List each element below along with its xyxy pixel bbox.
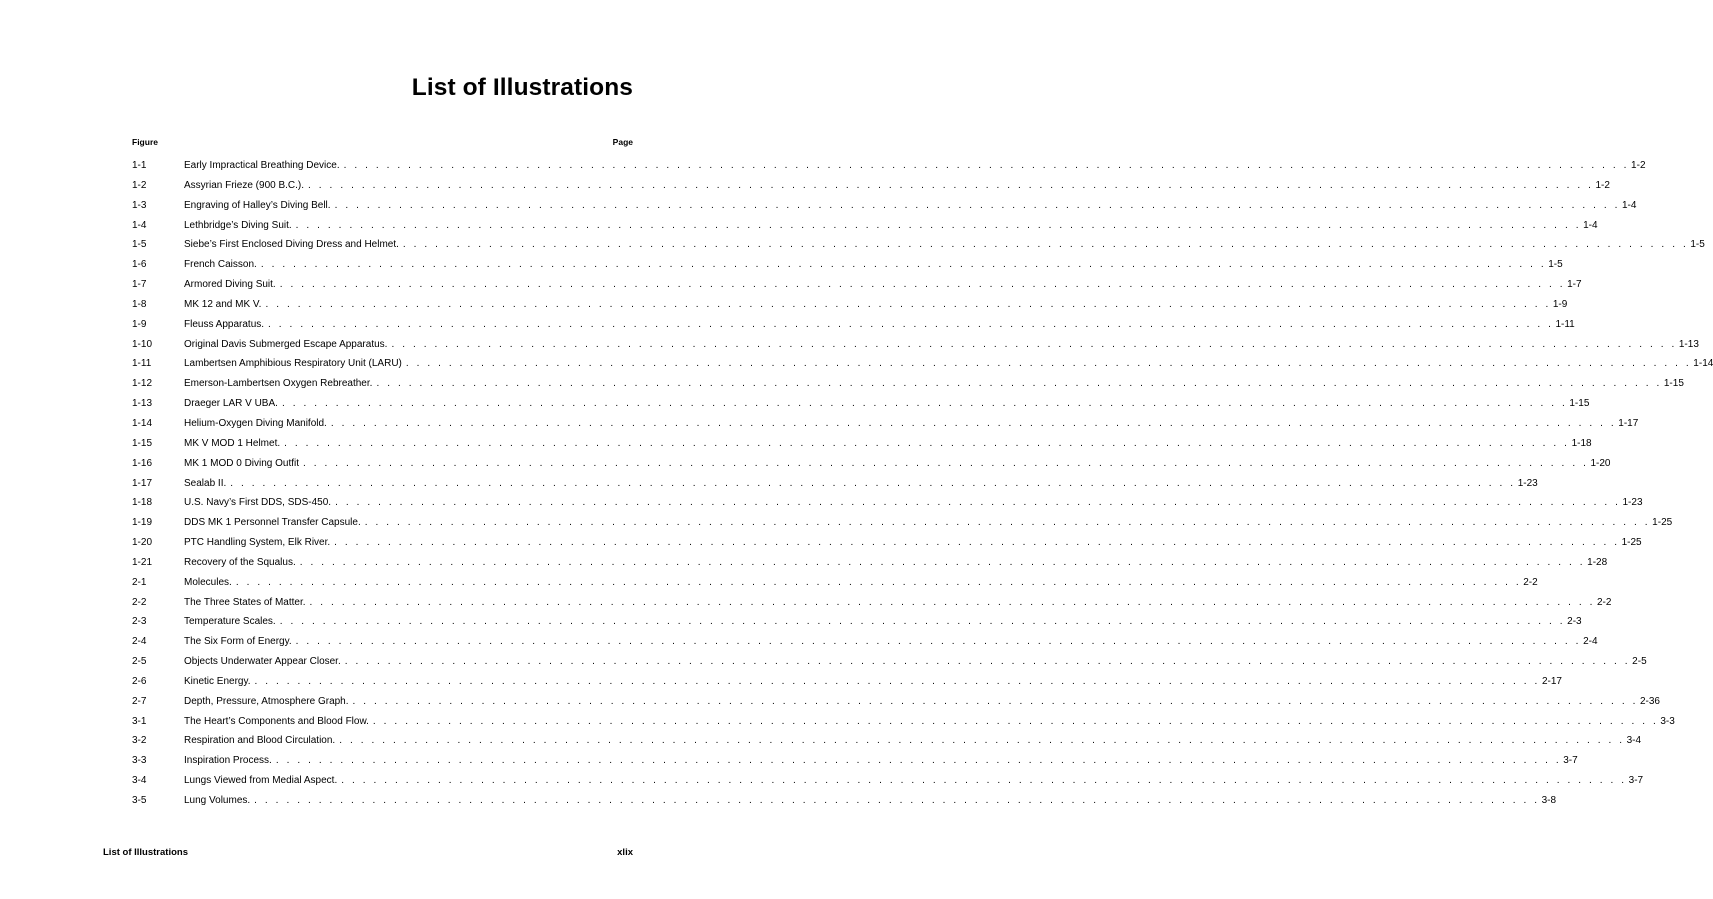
figure-number: 1-21 [132,556,153,568]
illustrations-list [132,156,1713,811]
figure-number: 1-11 [132,358,152,370]
dot-leader: . . . . . . . . . . . . . . . . . . . . . . . . . . . . . . . . . . . . . . . . . . . . . . . . . . . . . . . . . . . . . . . . . . . . . . . . . . . . . . . . . . . . . . . . . . . . . . . . . . . . . . . . . . . . . . . . . . . . . . . . [402,239,1689,251]
page-reference[interactable]: 1-18 [1571,437,1592,449]
list-item[interactable] [132,553,1608,573]
figure-number: 2-3 [132,616,147,628]
page-reference[interactable]: 3-8 [1541,795,1557,806]
figure-number: 1-14 [132,417,153,429]
figure-title[interactable]: Emerson-Lambertsen Oxygen Rebreather. [184,378,373,390]
page-reference[interactable]: 2-36 [1639,695,1660,707]
dot-leader: . . . . . . . . . . . . . . . . . . . . . . . . . . . . . . . . . . . . . . . . . . . . . . . . . . . . . . . . . . . . . . . . . . . . . . . . . . . . . . . . . . . . . . . . . . . . . . . . . . . . . . . . . . . . . . . . . . . . . . . . [309,596,1595,608]
dot-leader: . . . . . . . . . . . . . . . . . . . . . . . . . . . . . . . . . . . . . . . . . . . . . . . . . . . . . . . . . . . . . . . . . . . . . . . . . . . . . . . . . . . . . . . . . . . . . . . . . . . . . . . . . . . . . . . . . . . . . . . . [303,457,1589,469]
page-reference[interactable]: 1-28 [1587,556,1608,568]
dot-leader: . . . . . . . . . . . . . . . . . . . . . . . . . . . . . . . . . . . . . . . . . . . . . . . . . . . . . . . . . . . . . . . . . . . . . . . . . . . . . . . . . . . . . . . . . . . . . . . . . . . . . . . . . . . . . . . . . . . . . . . . [344,656,1631,668]
figure-title[interactable]: Lethbridge’s Diving Suit. [184,219,292,231]
figure-title[interactable]: Fleuss Apparatus. [184,318,265,330]
figure-title[interactable]: The Six Form of Energy. [184,636,292,648]
figure-number: 1-10 [132,338,153,350]
footer-page-number: xlix [617,847,633,858]
page-reference[interactable]: 1-23 [1622,497,1643,509]
figure-title[interactable]: DDS MK 1 Personnel Transfer Capsule. [184,517,361,529]
figure-title[interactable]: Depth, Pressure, Atmosphere Graph. [184,695,349,707]
column-header-page: Page [612,137,633,147]
dot-leader: . . . . . . . . . . . . . . . . . . . . . . . . . . . . . . . . . . . . . . . . . . . . . . . . . . . . . . . . . . . . . . . . . . . . . . . . . . . . . . . . . . . . . . . . . . . . . . . . . . . . . . . . . . . . . . . . . . . . . . . . [235,576,1522,588]
list-item[interactable] [132,474,1538,494]
list-item[interactable] [132,672,1562,692]
figure-title[interactable]: Siebe’s First Enclosed Diving Dress and Helmet. [184,239,399,251]
dot-leader: . . . . . . . . . . . . . . . . . . . . . . . . . . . . . . . . . . . . . . . . . . . . . . . . . . . . . . . . . . . . . . . . . . . . . . . . . . . . . . . . . . . . . . . . . . . . . . . . . . . . . . . . . . . . . . . . . . . . . . . . [334,537,1620,549]
figure-number: 1-12 [132,378,153,390]
figure-number: 2-7 [132,695,147,707]
list-item[interactable] [132,593,1612,613]
page-reference[interactable]: 3-7 [1628,775,1644,787]
figure-title[interactable]: The Heart’s Components and Blood Flow. [184,715,369,727]
page-reference[interactable]: 1-25 [1621,537,1642,549]
figure-title[interactable]: Original Davis Submerged Escape Apparatus. [184,338,388,350]
dot-leader: . . . . . . . . . . . . . . . . . . . . . . . . . . . . . . . . . . . . . . . . . . . . . . . . . . . . . . . . . . . . . . . . . . . . . . . . . . . . . . . . . . . . . . . . . . . . . . . . . . . . . . . . . . . . . . . . . . . . . . . . [254,795,1540,806]
figure-number: 3-5 [132,795,147,806]
list-item[interactable] [132,513,1673,533]
list-item[interactable] [132,573,1538,593]
list-item[interactable] [132,196,1637,216]
list-item[interactable] [132,275,1582,295]
figure-title[interactable]: Early Impractical Breathing Device. [184,160,340,171]
dot-leader: . . . . . . . . . . . . . . . . . . . . . . . . . . . . . . . . . . . . . . . . . . . . . . . . . . . . . . . . . . . . . . . . . . . . . . . . . . . . . . . . . . . . . . . . . . . . . . . . . . . . . . . . . . . . . . . . . . . . . . . . [391,338,1677,350]
page-reference[interactable]: 2-2 [1596,596,1612,608]
page-reference[interactable]: 1-4 [1583,219,1598,231]
page-reference[interactable]: 2-5 [1632,656,1647,668]
page-reference[interactable]: 1-14 [1693,358,1713,370]
figure-title[interactable]: French Caisson. [184,259,257,271]
figure-title[interactable]: Sealab II. [184,477,227,489]
page-reference[interactable]: 1-15 [1663,378,1684,390]
figure-number: 1-18 [132,497,153,509]
figure-number: 1-7 [132,279,147,291]
figure-title[interactable]: Molecules. [184,576,232,588]
dot-leader: . . . . . . . . . . . . . . . . . . . . . . . . . . . . . . . . . . . . . . . . . . . . . . . . . . . . . . . . . . . . . . . . . . . . . . . . . . . . . . . . . . . . . . . . . . . . . . . . . . . . . . . . . . . . . . . . . . . . . . . . [352,695,1638,707]
page-reference[interactable]: 3-4 [1626,735,1642,747]
figure-number: 3-2 [132,735,147,747]
figure-number: 3-1 [132,715,147,727]
dot-leader: . . . . . . . . . . . . . . . . . . . . . . . . . . . . . . . . . . . . . . . . . . . . . . . . . . . . . . . . . . . . . . . . . . . . . . . . . . . . . . . . . . . . . . . . . . . . . . . . . . . . . . . . . . . . . . . . . . . . . . . . [279,279,1566,291]
page-reference[interactable]: 1-4 [1621,199,1637,211]
page-reference[interactable]: 2-4 [1583,636,1598,648]
figure-title[interactable]: Assyrian Frieze (900 B.C.). [184,179,305,191]
list-item[interactable] [132,652,1647,672]
figure-title[interactable]: U.S. Navy’s First DDS, SDS-450. [184,497,332,509]
dot-leader: . . . . . . . . . . . . . . . . . . . . . . . . . . . . . . . . . . . . . . . . . . . . . . . . . . . . . . . . . . . . . . . . . . . . . . . . . . . . . . . . . . . . . . . . . . . . . . . . . . . . . . . . . . . . . . . . . . . . . . . . [265,298,1551,310]
page-reference[interactable]: 1-15 [1569,398,1590,410]
list-item[interactable] [132,394,1590,414]
list-item[interactable] [132,295,1568,315]
dot-leader: . . . . . . . . . . . . . . . . . . . . . . . . . . . . . . . . . . . . . . . . . . . . . . . . . . . . . . . . . . . . . . . . . . . . . . . . . . . . . . . . . . . . . . . . . . . . . . . . . . . . . . . . . . . . . . . . . . . . . . . . [275,755,1562,767]
dot-leader: . . . . . . . . . . . . . . . . . . . . . . . . . . . . . . . . . . . . . . . . . . . . . . . . . . . . . . . . . . . . . . . . . . . . . . . . . . . . . . . . . . . . . . . . . . . . . . . . . . . . . . . . . . . . . . . . . . . . . . . . [254,675,1540,687]
page-reference[interactable]: 1-9 [1552,298,1568,310]
list-item[interactable] [132,354,1713,374]
page-reference[interactable]: 1-11 [1555,318,1575,330]
list-item[interactable] [132,176,1610,196]
figure-number: 2-5 [132,656,147,668]
figure-title[interactable]: Helium-Oxygen Diving Manifold. [184,417,327,429]
page-reference[interactable]: 1-2 [1595,179,1610,191]
list-item[interactable] [132,434,1592,454]
page-reference[interactable]: 1-5 [1548,259,1563,271]
footer-section-title: List of Illustrations [103,847,188,858]
figure-number: 1-15 [132,437,153,449]
dot-leader: . . . . . . . . . . . . . . . . . . . . . . . . . . . . . . . . . . . . . . . . . . . . . . . . . . . . . . . . . . . . . . . . . . . . . . . . . . . . . . . . . . . . . . . . . . . . . . . . . . . . . . . . . . . . . . . . . . . . . . . . [343,160,1630,171]
figure-number: 2-1 [132,576,147,588]
dot-leader: . . . . . . . . . . . . . . . . . . . . . . . . . . . . . . . . . . . . . . . . . . . . . . . . . . . . . . . . . . . . . . . . . . . . . . . . . . . . . . . . . . . . . . . . . . . . . . . . . . . . . . . . . . . . . . . . . . . . . . . . [295,219,1582,231]
figure-title[interactable]: MK 1 MOD 0 Diving Outfit [184,457,300,469]
figure-number: 1-20 [132,537,153,549]
dot-leader: . . . . . . . . . . . . . . . . . . . . . . . . . . . . . . . . . . . . . . . . . . . . . . . . . . . . . . . . . . . . . . . . . . . . . . . . . . . . . . . . . . . . . . . . . . . . . . . . . . . . . . . . . . . . . . . . . . . . . . . . [372,715,1659,727]
list-item[interactable] [132,692,1660,712]
list-item[interactable] [132,751,1578,771]
dot-leader: . . . . . . . . . . . . . . . . . . . . . . . . . . . . . . . . . . . . . . . . . . . . . . . . . . . . . . . . . . . . . . . . . . . . . . . . . . . . . . . . . . . . . . . . . . . . . . . . . . . . . . . . . . . . . . . . . . . . . . . . [334,199,1620,211]
list-item[interactable] [132,315,1575,335]
page-reference[interactable]: 2-2 [1523,576,1538,588]
dot-leader: . . . . . . . . . . . . . . . . . . . . . . . . . . . . . . . . . . . . . . . . . . . . . . . . . . . . . . . . . . . . . . . . . . . . . . . . . . . . . . . . . . . . . . . . . . . . . . . . . . . . . . . . . . . . . . . . . . . . . . . . [341,775,1627,787]
list-item[interactable] [132,216,1598,236]
figure-title[interactable]: Temperature Scales. [184,616,276,628]
page-reference[interactable]: 3-7 [1563,755,1578,767]
figure-number: 2-6 [132,675,147,687]
figure-number: 1-17 [132,477,153,489]
dot-leader: . . . . . . . . . . . . . . . . . . . . . . . . . . . . . . . . . . . . . . . . . . . . . . . . . . . . . . . . . . . . . . . . . . . . . . . . . . . . . . . . . . . . . . . . . . . . . . . . . . . . . . . . . . . . . . . . . . . . . . . . [268,318,1554,330]
page-reference[interactable]: 1-23 [1517,477,1538,489]
figure-number: 1-19 [132,517,153,529]
dot-leader: . . . . . . . . . . . . . . . . . . . . . . . . . . . . . . . . . . . . . . . . . . . . . . . . . . . . . . . . . . . . . . . . . . . . . . . . . . . . . . . . . . . . . . . . . . . . . . . . . . . . . . . . . . . . . . . . . . . . . . . . [405,358,1692,370]
page-title: List of Illustrations [411,74,633,101]
figure-title[interactable]: Draeger LAR V UBA. [184,398,278,410]
list-item[interactable] [132,414,1639,434]
page-reference[interactable]: 1-20 [1590,457,1611,469]
page-reference[interactable]: 1-5 [1690,239,1705,251]
page-reference[interactable]: 1-25 [1652,517,1673,529]
dot-leader: . . . . . . . . . . . . . . . . . . . . . . . . . . . . . . . . . . . . . . . . . . . . . . . . . . . . . . . . . . . . . . . . . . . . . . . . . . . . . . . . . . . . . . . . . . . . . . . . . . . . . . . . . . . . . . . . . . . . . . . . [308,179,1594,191]
figure-title[interactable]: PTC Handling System, Elk River. [184,537,331,549]
figure-title[interactable]: Kinetic Energy. [184,675,251,687]
dot-leader: . . . . . . . . . . . . . . . . . . . . . . . . . . . . . . . . . . . . . . . . . . . . . . . . . . . . . . . . . . . . . . . . . . . . . . . . . . . . . . . . . . . . . . . . . . . . . . . . . . . . . . . . . . . . . . . . . . . . . . . . [299,556,1586,568]
list-item[interactable] [132,712,1675,732]
page-reference[interactable]: 1-17 [1618,417,1639,429]
figure-title[interactable]: The Three States of Matter. [184,596,306,608]
figure-number: 1-2 [132,179,147,191]
figure-number: 1-9 [132,318,147,330]
figure-title[interactable]: Recovery of the Squalus. [184,556,296,568]
dot-leader: . . . . . . . . . . . . . . . . . . . . . . . . . . . . . . . . . . . . . . . . . . . . . . . . . . . . . . . . . . . . . . . . . . . . . . . . . . . . . . . . . . . . . . . . . . . . . . . . . . . . . . . . . . . . . . . . . . . . . . . . [230,477,1516,489]
figure-number: 1-8 [132,298,147,310]
dot-leader: . . . . . . . . . . . . . . . . . . . . . . . . . . . . . . . . . . . . . . . . . . . . . . . . . . . . . . . . . . . . . . . . . . . . . . . . . . . . . . . . . . . . . . . . . . . . . . . . . . . . . . . . . . . . . . . . . . . . . . . . [260,259,1547,271]
dot-leader: . . . . . . . . . . . . . . . . . . . . . . . . . . . . . . . . . . . . . . . . . . . . . . . . . . . . . . . . . . . . . . . . . . . . . . . . . . . . . . . . . . . . . . . . . . . . . . . . . . . . . . . . . . . . . . . . . . . . . . . . [339,735,1625,747]
list-item[interactable] [132,731,1642,751]
page-reference[interactable]: 1-7 [1567,279,1582,291]
page-reference[interactable]: 2-3 [1567,616,1582,628]
figure-number: 3-4 [132,775,147,787]
figure-number: 1-16 [132,457,153,469]
dot-leader: . . . . . . . . . . . . . . . . . . . . . . . . . . . . . . . . . . . . . . . . . . . . . . . . . . . . . . . . . . . . . . . . . . . . . . . . . . . . . . . . . . . . . . . . . . . . . . . . . . . . . . . . . . . . . . . . . . . . . . . . [330,417,1617,429]
page-reference[interactable]: 1-13 [1678,338,1699,350]
figure-number: 1-6 [132,259,147,271]
figure-title[interactable]: Lungs Viewed from Medial Aspect. [184,775,338,787]
figure-title[interactable]: MK V MOD 1 Helmet. [184,437,281,449]
figure-title[interactable]: Respiration and Blood Circulation. [184,735,336,747]
figure-title[interactable]: Inspiration Process. [184,755,272,767]
page-reference[interactable]: 2-17 [1541,675,1562,687]
list-item[interactable] [132,493,1643,513]
figure-title[interactable]: Objects Underwater Appear Closer. [184,656,341,668]
dot-leader: . . . . . . . . . . . . . . . . . . . . . . . . . . . . . . . . . . . . . . . . . . . . . . . . . . . . . . . . . . . . . . . . . . . . . . . . . . . . . . . . . . . . . . . . . . . . . . . . . . . . . . . . . . . . . . . . . . . . . . . . [376,378,1662,390]
list-item[interactable] [132,771,1644,791]
list-item[interactable] [132,335,1699,355]
dot-leader: . . . . . . . . . . . . . . . . . . . . . . . . . . . . . . . . . . . . . . . . . . . . . . . . . . . . . . . . . . . . . . . . . . . . . . . . . . . . . . . . . . . . . . . . . . . . . . . . . . . . . . . . . . . . . . . . . . . . . . . . [364,517,1651,529]
list-item[interactable] [132,612,1582,632]
list-item[interactable] [132,156,1646,176]
dot-leader: . . . . . . . . . . . . . . . . . . . . . . . . . . . . . . . . . . . . . . . . . . . . . . . . . . . . . . . . . . . . . . . . . . . . . . . . . . . . . . . . . . . . . . . . . . . . . . . . . . . . . . . . . . . . . . . . . . . . . . . . [284,437,1570,449]
dot-leader: . . . . . . . . . . . . . . . . . . . . . . . . . . . . . . . . . . . . . . . . . . . . . . . . . . . . . . . . . . . . . . . . . . . . . . . . . . . . . . . . . . . . . . . . . . . . . . . . . . . . . . . . . . . . . . . . . . . . . . . . [335,497,1621,509]
list-item[interactable] [132,533,1642,553]
dot-leader: . . . . . . . . . . . . . . . . . . . . . . . . . . . . . . . . . . . . . . . . . . . . . . . . . . . . . . . . . . . . . . . . . . . . . . . . . . . . . . . . . . . . . . . . . . . . . . . . . . . . . . . . . . . . . . . . . . . . . . . . [279,616,1566,628]
figure-number: 3-3 [132,755,147,767]
list-item[interactable] [132,235,1705,255]
figure-title[interactable]: Lung Volumes. [184,795,251,806]
figure-number: 1-13 [132,398,153,410]
list-item[interactable] [132,374,1684,394]
page-reference[interactable]: 3-3 [1660,715,1675,727]
figure-number: 1-4 [132,219,147,231]
figure-title[interactable]: Lambertsen Amphibious Respiratory Unit (LARU) [184,358,402,370]
figure-number: 1-5 [132,239,147,251]
list-item[interactable] [132,255,1563,275]
figure-number: 2-4 [132,636,147,648]
list-item[interactable] [132,454,1611,474]
column-header-figure: Figure [132,137,158,147]
figure-number: 2-2 [132,596,147,608]
figure-title[interactable]: Engraving of Halley’s Diving Bell. [184,199,331,211]
list-item[interactable] [132,791,1557,811]
figure-number: 1-3 [132,199,147,211]
figure-title[interactable]: Armored Diving Suit. [184,279,276,291]
dot-leader: . . . . . . . . . . . . . . . . . . . . . . . . . . . . . . . . . . . . . . . . . . . . . . . . . . . . . . . . . . . . . . . . . . . . . . . . . . . . . . . . . . . . . . . . . . . . . . . . . . . . . . . . . . . . . . . . . . . . . . . . [281,398,1568,410]
page-reference[interactable]: 1-2 [1631,160,1646,171]
list-item[interactable] [132,632,1598,652]
figure-title[interactable]: MK 12 and MK V. [184,298,262,310]
dot-leader: . . . . . . . . . . . . . . . . . . . . . . . . . . . . . . . . . . . . . . . . . . . . . . . . . . . . . . . . . . . . . . . . . . . . . . . . . . . . . . . . . . . . . . . . . . . . . . . . . . . . . . . . . . . . . . . . . . . . . . . . [295,636,1582,648]
figure-number: 1-1 [132,160,147,171]
